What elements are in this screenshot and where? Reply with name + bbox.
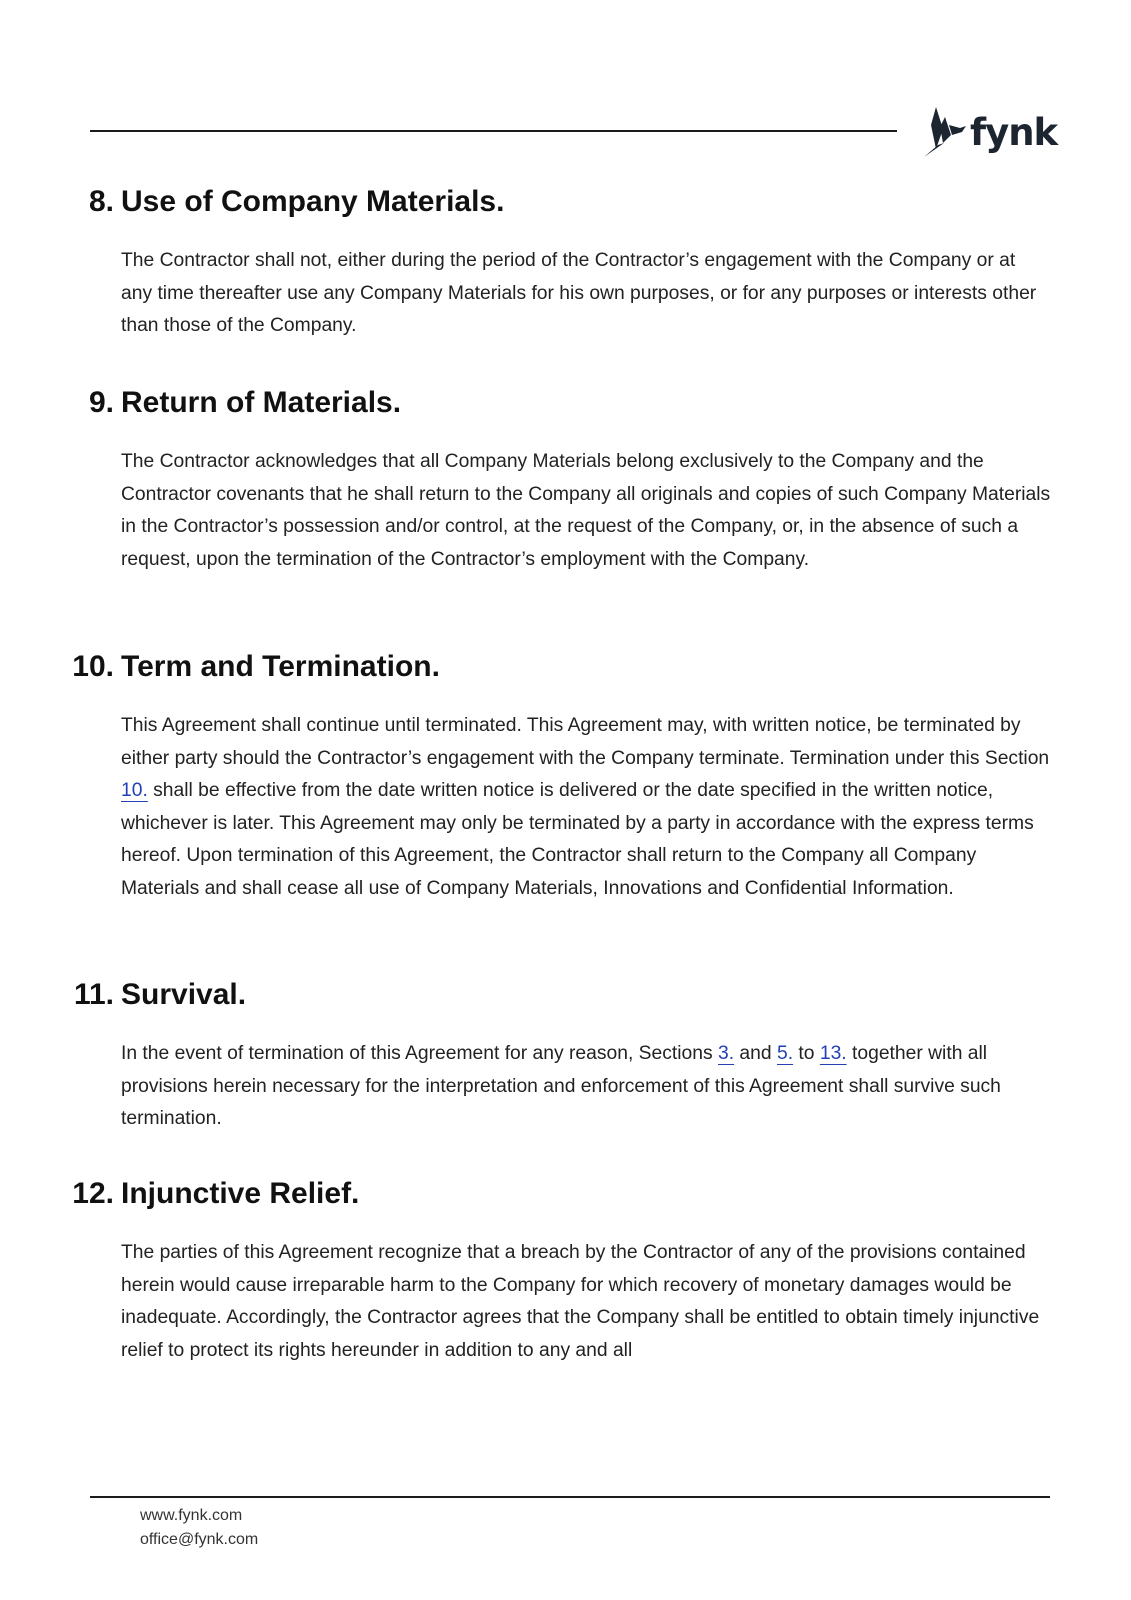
footer-website: www.fynk.com [140,1507,243,1524]
cross-reference-link-section-3[interactable]: 3. [717,1043,735,1064]
body-text: and [734,1043,777,1064]
cross-reference-link-section-13[interactable]: 13. [819,1043,847,1064]
section-paragraph: The Contractor acknowledges that all Company Materials belong exclusively to the Company and the Contractor covenants that he shall return to the Company all originals and copies of such Company Materials in the Contractor’s possession and/or control, at the request of the Company, or, in the absence of such a request, upon the termination of the Contractor’s employment with the Company. [121,451,1051,570]
section-number: 8. [88,185,114,218]
section-paragraph [121,710,1051,905]
body-text: to [793,1043,820,1064]
section-body [121,1237,1051,1367]
bird-icon [922,105,968,159]
section-paragraph: The parties of this Agreement recognize that a breach by the Contractor of any of the provisions contained herein would cause irreparable harm to the Company for which recovery of monetary damages would be inadequate. Accordingly, the Contractor agrees that the Company shall be entitled to obtain timely injunctive relief to protect its rights hereunder in addition to any and all [121,1242,1040,1361]
section-11 [0,975,1131,1136]
section-title: Survival. [121,978,247,1011]
section-title: Return of Materials. [121,386,402,419]
section-heading [0,647,1131,687]
section-paragraph: The Contractor shall not, either during the period of the Contractor’s engagement with the Company or at any time thereafter use any Company Materials for his own purposes, or for any purposes or interests other than those of the Company. [121,250,1037,336]
section-paragraph [121,1038,1051,1136]
section-number: 9. [88,386,114,419]
section-body [121,710,1051,905]
section-heading [0,182,1131,222]
body-text: shall be effective from the date written notice is delivered or the date specified in the written notice, whichever is later. This Agreement may only be terminated by a party in accordance with the express terms hereof. Upon termination of this Agreement, the Contractor shall return to the Company all Company Materials and shall cease all use of Company Materials, Innovations and Confidential Information. [121,780,1034,899]
section-9 [0,383,1131,576]
section-number: 12. [72,1177,114,1210]
section-body [121,245,1051,343]
section-number: 10. [72,650,114,683]
section-heading [0,1174,1131,1214]
section-heading [0,383,1131,423]
footer-email: office@fynk.com [140,1531,259,1548]
header-divider [90,130,897,132]
section-title: Term and Termination. [121,650,440,683]
section-title: Injunctive Relief. [121,1177,360,1210]
cross-reference-link-section-10[interactable]: 10. [121,780,148,801]
section-8 [0,182,1131,343]
section-heading [0,975,1131,1015]
footer-divider [90,1496,1050,1498]
body-text: together with all provisions herein necessary for the interpretation and enforcement of this Agreement shall survive such termination. [121,1043,1001,1129]
section-title: Use of Company Materials. [121,185,505,218]
brand-logo [922,105,1057,159]
section-body [121,446,1051,576]
body-text: In the event of termination of this Agreement for any reason, Sections [121,1043,718,1064]
cross-reference-link-section-5[interactable]: 5. [776,1043,794,1064]
section-number: 11. [73,978,114,1011]
body-text: This Agreement shall continue until terminated. This Agreement may, with written notice, be terminated by either party should the Contractor’s engagement with the Company terminate. Termination under this Section [121,715,1050,769]
section-10 [0,647,1131,905]
section-12 [0,1174,1131,1367]
section-body [121,1038,1051,1136]
brand-wordmark: fynk [970,110,1058,154]
